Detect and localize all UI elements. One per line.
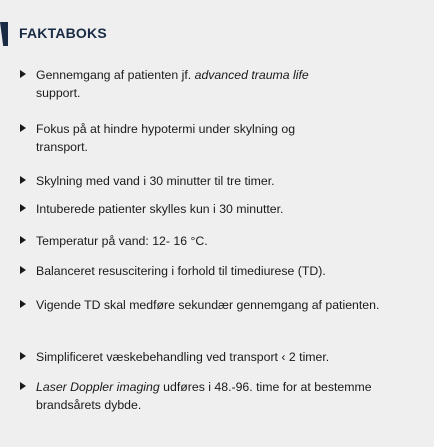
list-item-text (36, 66, 336, 102)
triangle-bullet-icon (20, 176, 26, 184)
list-item-italic-part: Laser Doppler imaging (36, 380, 160, 394)
triangle-bullet-icon (20, 266, 26, 274)
list-item (20, 348, 400, 366)
list-item-text: Skylning med vand i 30 minutter til tre timer. (36, 174, 275, 188)
list-item (20, 66, 400, 102)
list-item-text-part: Gennemgang af patienten jf. (36, 68, 195, 82)
list-item-text (36, 378, 381, 414)
triangle-bullet-icon (20, 204, 26, 212)
list-item (20, 200, 400, 218)
list-item-text: Vigende TD skal medføre sekundær gennemgang af patienten. (36, 298, 380, 312)
list-item-text: Temperatur på vand: 12- 16 °C. (36, 234, 208, 248)
list-item (20, 262, 400, 280)
factbox-title: FAKTABOKS (19, 25, 107, 41)
list-item-text-part: udføres i 48.-96. time for at bestemme brandsårets dybde. (36, 380, 372, 412)
list-item (20, 378, 400, 414)
list-item-text: Balanceret resuscitering i forhold til timediurese (TD). (36, 264, 326, 278)
list-item-text-part: support. (36, 86, 81, 100)
list-item (20, 172, 400, 190)
list-item-text: Fokus på at hindre hypotermi under skylning og transport. (36, 122, 296, 154)
list-item-italic-part: advanced trauma life (194, 68, 309, 82)
list-item-text: Intuberede patienter skylles kun i 30 minutter. (36, 202, 284, 216)
list-item (20, 120, 400, 156)
triangle-bullet-icon (20, 70, 26, 78)
triangle-bullet-icon (20, 300, 26, 308)
list-item (20, 296, 400, 314)
list-item (20, 232, 400, 250)
triangle-bullet-icon (20, 124, 26, 132)
triangle-bullet-icon (20, 236, 26, 244)
triangle-bullet-icon (20, 382, 26, 390)
list-item-text: Simplificeret væskebehandling ved transport ‹ 2 timer. (36, 350, 330, 364)
triangle-bullet-icon (20, 352, 26, 360)
